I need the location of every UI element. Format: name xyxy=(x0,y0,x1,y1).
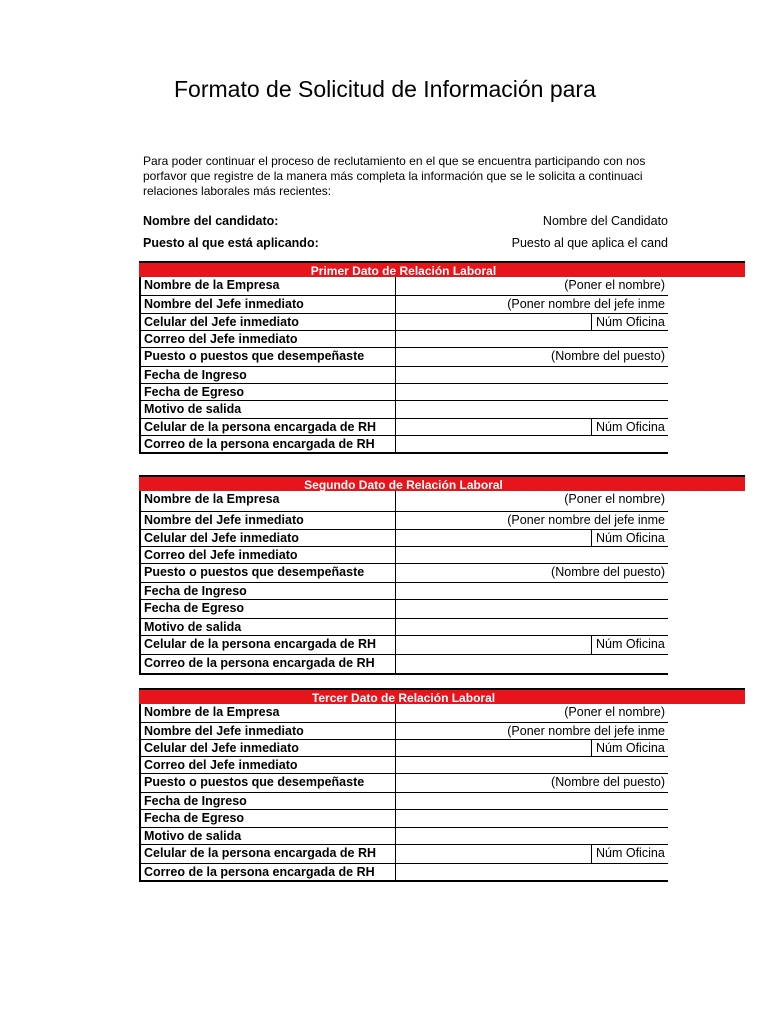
relation-table xyxy=(139,491,668,675)
row-label: Fecha de Ingreso xyxy=(144,794,247,808)
office-number-cell[interactable] xyxy=(591,419,668,435)
row-label: Nombre de la Empresa xyxy=(144,705,280,719)
table-row xyxy=(141,347,668,366)
section-heading-text: Tercer Dato de Relación Laboral xyxy=(311,691,496,705)
table-row xyxy=(141,277,668,295)
row-value-cell[interactable] xyxy=(395,512,668,529)
row-label: Fecha de Ingreso xyxy=(144,584,247,598)
row-value-cell[interactable] xyxy=(395,277,668,295)
office-number-cell[interactable] xyxy=(591,314,668,330)
row-value-cell[interactable] xyxy=(395,740,668,756)
row-label: Correo de la persona encargada de RH xyxy=(144,437,375,451)
row-value-text: (Nombre del puesto) xyxy=(551,565,665,579)
candidate-name-field[interactable]: Nombre del Candidato xyxy=(542,214,668,228)
row-label: Nombre del Jefe inmediato xyxy=(144,513,304,527)
row-label: Motivo de salida xyxy=(144,620,242,634)
row-label: Fecha de Egreso xyxy=(144,385,245,399)
table-row xyxy=(141,582,668,599)
row-label: Motivo de salida xyxy=(144,402,242,416)
relation-table xyxy=(139,277,668,454)
table-row xyxy=(141,313,668,330)
row-value-cell[interactable] xyxy=(395,828,668,844)
table-row xyxy=(141,722,668,739)
table-row xyxy=(141,599,668,618)
office-number-text: Núm Oficina xyxy=(596,420,665,434)
table-row xyxy=(141,366,668,383)
row-label: Celular del Jefe inmediato xyxy=(144,315,299,329)
row-label: Fecha de Egreso xyxy=(144,601,245,615)
row-value-text: (Poner el nombre) xyxy=(564,492,665,506)
section-heading xyxy=(139,475,745,491)
row-value-text: (Poner el nombre) xyxy=(564,705,665,719)
row-label: Puesto o puestos que desempeñaste xyxy=(144,775,365,789)
table-row xyxy=(141,827,668,844)
candidate-position-label: Puesto al que está aplicando: xyxy=(143,236,319,250)
row-value-text: (Nombre del puesto) xyxy=(551,775,665,789)
row-value-text: (Poner el nombre) xyxy=(564,278,665,292)
table-row xyxy=(141,563,668,582)
candidate-position-field[interactable]: Puesto al que aplica el cand xyxy=(511,236,668,250)
office-number-cell[interactable] xyxy=(591,636,668,654)
row-label: Celular de la persona encargada de RH xyxy=(144,420,377,434)
row-value-cell[interactable] xyxy=(395,774,668,792)
row-label: Fecha de Ingreso xyxy=(144,368,247,382)
row-value-cell[interactable] xyxy=(395,564,668,582)
table-row xyxy=(141,295,668,313)
row-value-cell[interactable] xyxy=(395,547,668,563)
row-label: Celular del Jefe inmediato xyxy=(144,741,299,755)
row-label: Correo del Jefe inmediato xyxy=(144,758,298,772)
intro-line: Para poder continuar el proceso de reclutamiento en el que se encuentra participando con nos xyxy=(143,154,646,168)
section-heading-text: Segundo Dato de Relación Laboral xyxy=(304,478,503,492)
row-value-cell[interactable] xyxy=(395,723,668,739)
row-value-cell[interactable] xyxy=(395,436,668,452)
row-label: Correo del Jefe inmediato xyxy=(144,332,298,346)
row-label: Nombre de la Empresa xyxy=(144,278,280,292)
table-row xyxy=(141,330,668,347)
row-label: Correo de la persona encargada de RH xyxy=(144,656,375,670)
table-row xyxy=(141,792,668,809)
table-row xyxy=(141,418,668,435)
row-value-cell[interactable] xyxy=(395,530,668,546)
row-label: Nombre del Jefe inmediato xyxy=(144,724,304,738)
page-title: Formato de Solicitud de Información para xyxy=(174,76,596,102)
row-value-cell[interactable] xyxy=(395,757,668,773)
office-number-cell[interactable] xyxy=(591,530,668,546)
row-value-cell[interactable] xyxy=(395,348,668,366)
table-row xyxy=(141,773,668,792)
candidate-name-label: Nombre del candidato: xyxy=(143,214,279,228)
row-value-cell[interactable] xyxy=(395,419,668,435)
table-row xyxy=(141,491,668,511)
row-label: Celular de la persona encargada de RH xyxy=(144,846,377,860)
row-value-cell[interactable] xyxy=(395,600,668,618)
intro-paragraph xyxy=(143,154,645,199)
intro-line: porfavor que registre de la manera más completa la información que se le solicita a continuaci xyxy=(143,169,643,183)
row-value-cell[interactable] xyxy=(395,491,668,511)
row-value-cell[interactable] xyxy=(395,864,668,880)
section-heading xyxy=(139,688,745,704)
table-row xyxy=(141,739,668,756)
table-row xyxy=(141,704,668,722)
row-label: Celular del Jefe inmediato xyxy=(144,531,299,545)
row-value-cell[interactable] xyxy=(395,314,668,330)
table-row xyxy=(141,511,668,529)
row-label: Celular de la persona encargada de RH xyxy=(144,637,377,651)
row-value-cell[interactable] xyxy=(395,583,668,599)
row-label: Motivo de salida xyxy=(144,829,242,843)
table-row xyxy=(141,435,668,452)
row-value-cell[interactable] xyxy=(395,619,668,635)
row-label: Correo de la persona encargada de RH xyxy=(144,865,375,879)
row-value-text: (Poner nombre del jefe inme xyxy=(507,724,665,738)
row-value-cell[interactable] xyxy=(395,810,668,827)
relation-table xyxy=(139,704,668,882)
table-row xyxy=(141,618,668,635)
row-label: Correo del Jefe inmediato xyxy=(144,548,298,562)
row-value-cell[interactable] xyxy=(395,704,668,722)
row-value-cell[interactable] xyxy=(395,367,668,383)
table-row xyxy=(141,756,668,773)
table-row xyxy=(141,844,668,863)
row-value-cell[interactable] xyxy=(395,384,668,400)
intro-line: relaciones laborales más recientes: xyxy=(143,184,332,198)
row-value-cell[interactable] xyxy=(395,655,668,673)
office-number-cell[interactable] xyxy=(591,845,668,863)
row-value-cell[interactable] xyxy=(395,296,668,313)
table-row xyxy=(141,635,668,654)
row-label: Fecha de Egreso xyxy=(144,811,245,825)
table-row xyxy=(141,529,668,546)
row-value-cell[interactable] xyxy=(395,636,668,654)
row-label: Nombre del Jefe inmediato xyxy=(144,297,304,311)
section-heading xyxy=(139,261,745,277)
table-row xyxy=(141,400,668,418)
row-label: Puesto o puestos que desempeñaste xyxy=(144,565,365,579)
office-number-text: Núm Oficina xyxy=(596,531,665,545)
row-value-cell[interactable] xyxy=(395,401,668,418)
row-value-text: (Nombre del puesto) xyxy=(551,349,665,363)
office-number-text: Núm Oficina xyxy=(596,315,665,329)
table-row xyxy=(141,863,668,880)
table-row xyxy=(141,383,668,400)
table-row xyxy=(141,654,668,673)
row-value-text: (Poner nombre del jefe inme xyxy=(507,297,665,311)
office-number-text: Núm Oficina xyxy=(596,846,665,860)
office-number-cell[interactable] xyxy=(591,740,668,756)
row-value-cell[interactable] xyxy=(395,793,668,809)
row-label: Nombre de la Empresa xyxy=(144,492,280,506)
table-row xyxy=(141,809,668,827)
row-value-cell[interactable] xyxy=(395,845,668,863)
row-value-cell[interactable] xyxy=(395,331,668,347)
row-label: Puesto o puestos que desempeñaste xyxy=(144,349,365,363)
row-value-text: (Poner nombre del jefe inme xyxy=(507,513,665,527)
section-heading-text: Primer Dato de Relación Laboral xyxy=(310,264,497,278)
table-row xyxy=(141,546,668,563)
office-number-text: Núm Oficina xyxy=(596,637,665,651)
office-number-text: Núm Oficina xyxy=(596,741,665,755)
